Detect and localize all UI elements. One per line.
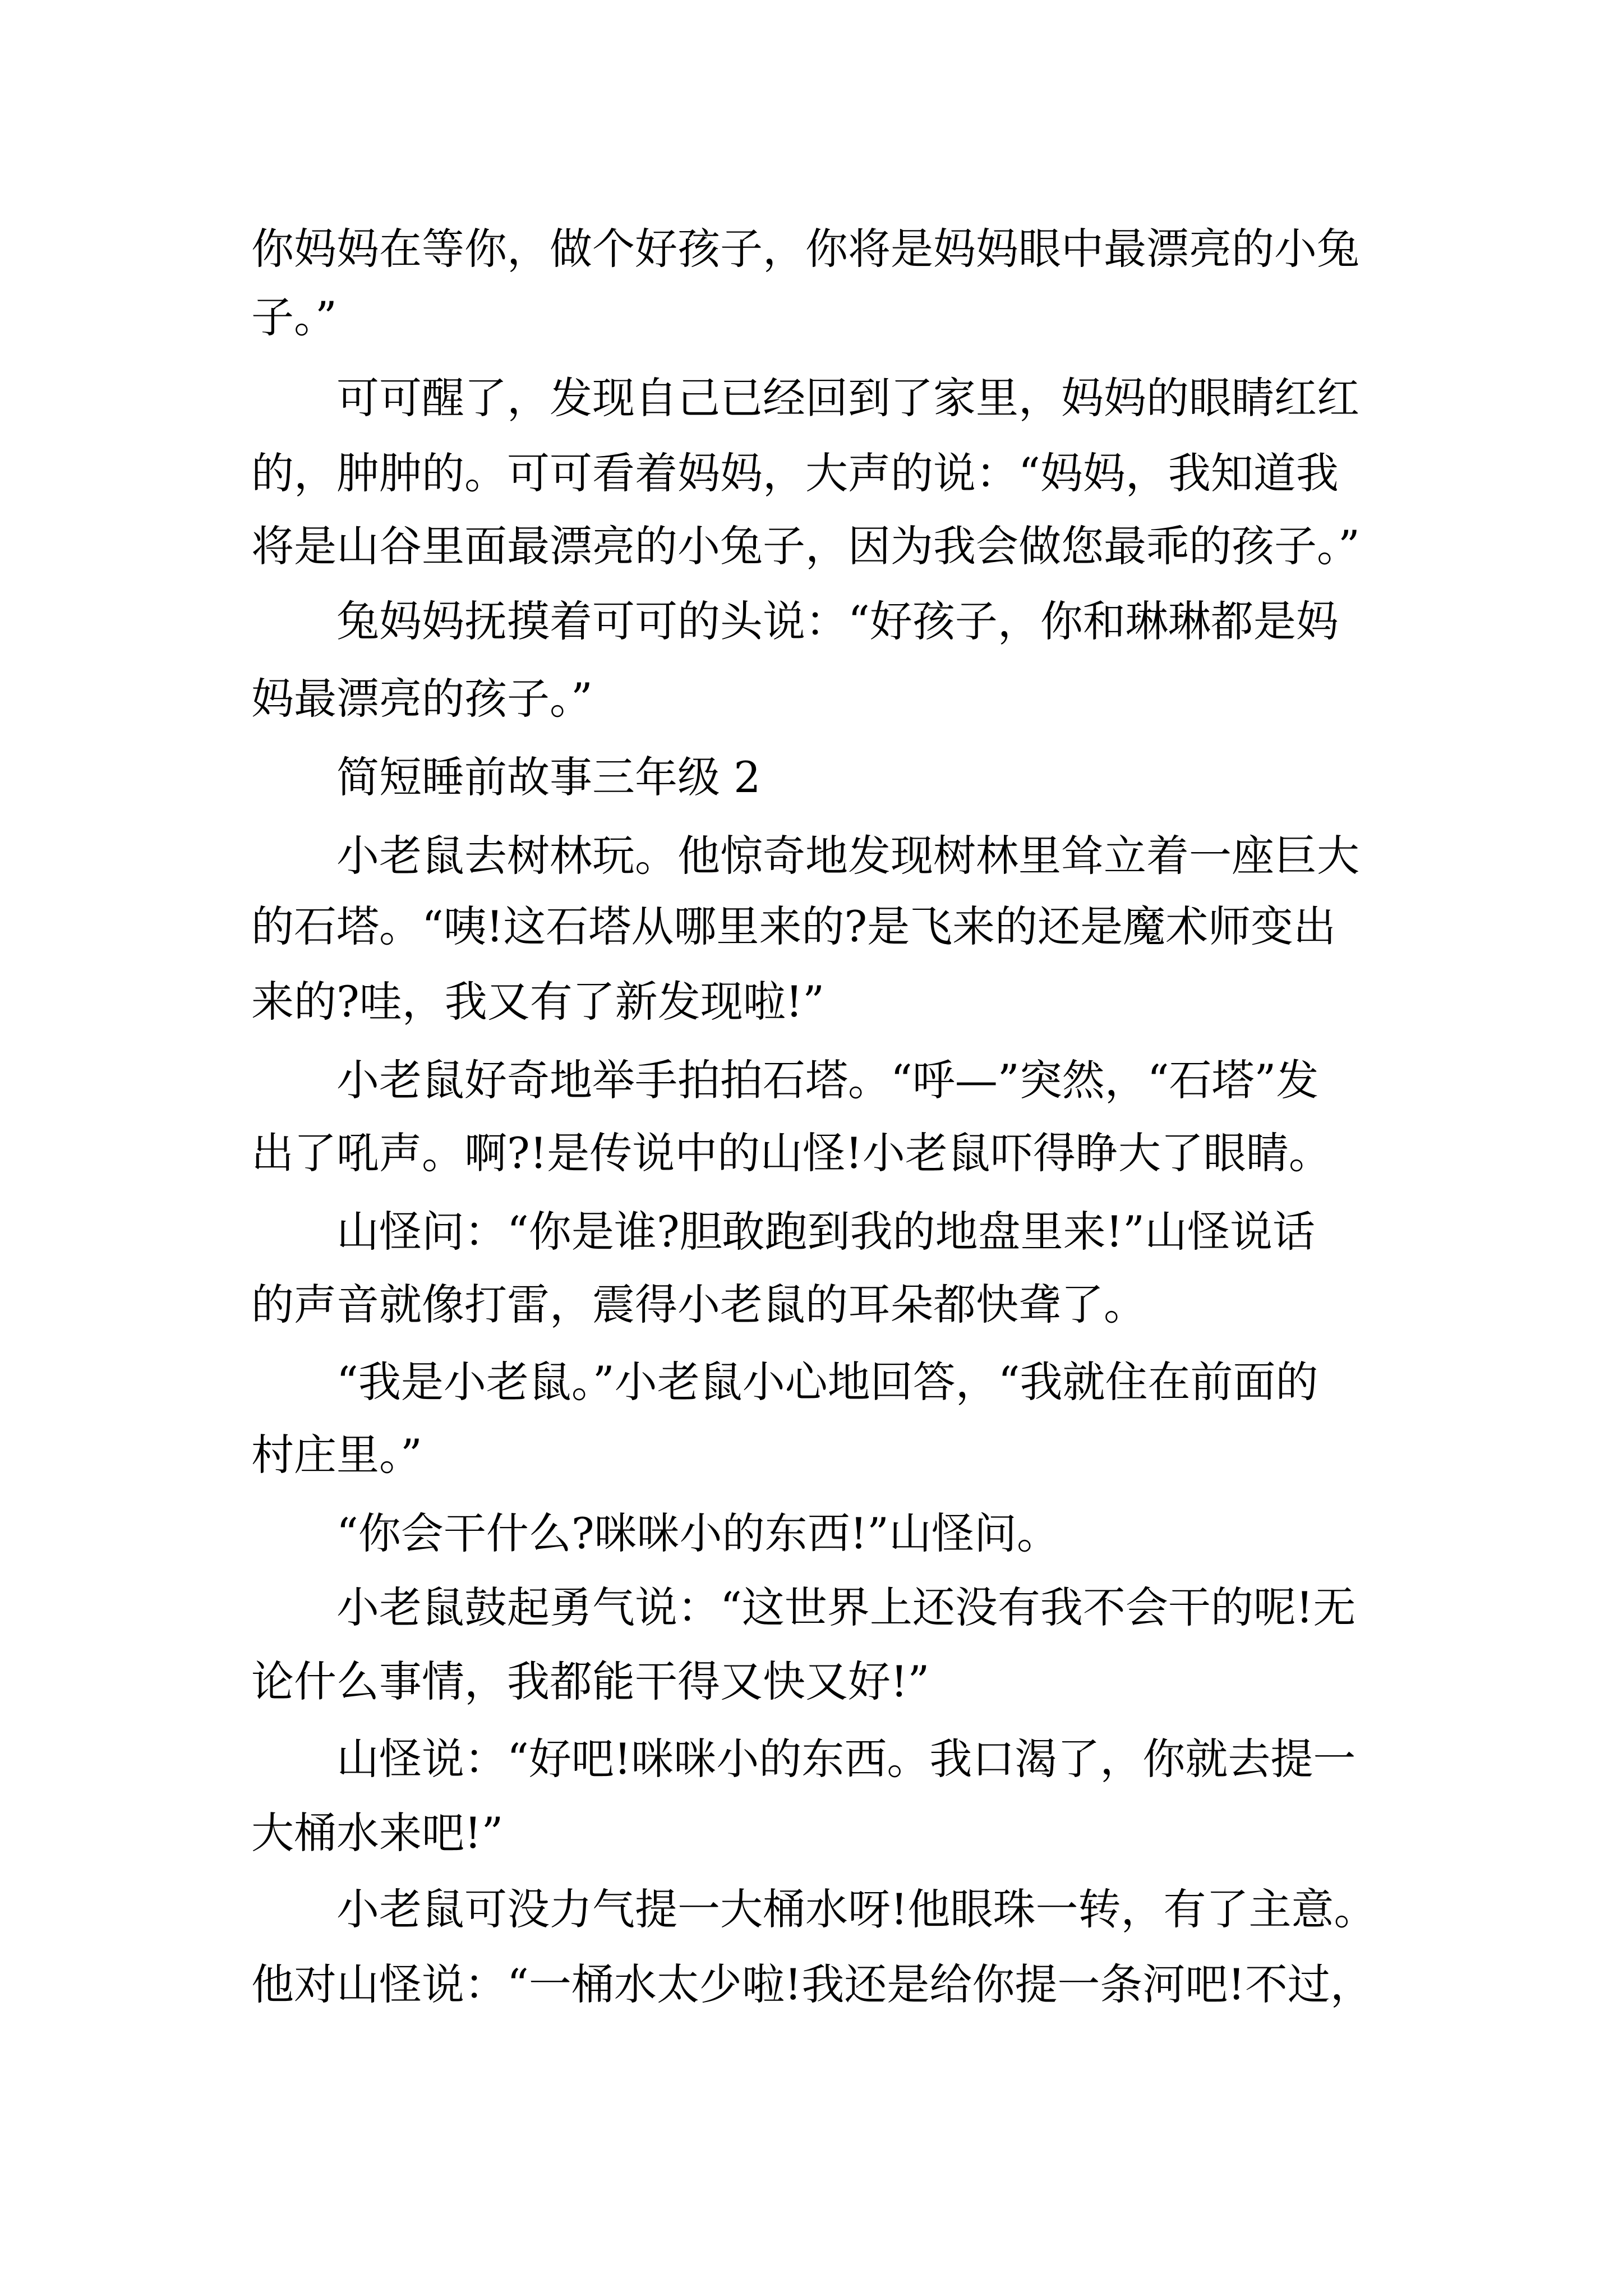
text-line: 兔妈妈抚摸着可可的头说：“好孩子，你和琳琳都是妈	[336, 596, 1339, 646]
text-line: 小老鼠鼓起勇气说：“这世界上还没有我不会干的呢!无	[336, 1582, 1356, 1632]
text-line: 将是山谷里面最漂亮的小兔子，因为我会做您最乖的孩子。”	[251, 521, 1360, 571]
text-line: “我是小老鼠。”小老鼠小心地回答，“我就住在前面的	[336, 1357, 1318, 1407]
text-line: 小老鼠可没力气提一大桶水呀!他眼珠一转，有了主意。	[336, 1884, 1377, 1934]
text-line: 的，肿肿的。可可看着妈妈，大声的说：“妈妈，我知道我	[251, 448, 1339, 498]
text-line: 山怪问：“你是谁?胆敢跑到我的地盘里来!”山怪说话	[336, 1207, 1315, 1257]
section-heading: 简短睡前故事三年级 2	[336, 752, 761, 802]
text-line: 山怪说：“好吧!咪咪小的东西。我口渴了，你就去提一	[336, 1734, 1356, 1784]
text-line: 大桶水来吧!”	[251, 1808, 504, 1858]
text-line: 他对山怪说：“一桶水太少啦!我还是给你提一条河吧!不过，	[251, 1959, 1373, 2009]
text-line: 出了吼声。啊?!是传说中的山怪!小老鼠吓得睁大了眼睛。	[251, 1128, 1331, 1178]
text-line: 可可醒了，发现自己已经回到了家里，妈妈的眼睛红红	[336, 373, 1359, 423]
text-line: 的石塔。“咦!这石塔从哪里来的?是飞来的还是魔术师变出	[251, 901, 1336, 951]
text-line: 来的?哇，我又有了新发现啦!”	[251, 977, 825, 1027]
text-line: 你妈妈在等你，做个好孩子，你将是妈妈眼中最漂亮的小兔	[251, 224, 1359, 274]
text-line: 村庄里。”	[251, 1430, 422, 1480]
text-line: 论什么事情，我都能干得又快又好!”	[251, 1657, 930, 1706]
text-line: 小老鼠好奇地举手拍拍石塔。“呼—”突然，“石塔”发	[336, 1055, 1319, 1105]
text-line: 的声音就像打雷，震得小老鼠的耳朵都快聋了。	[251, 1280, 1146, 1329]
text-line: “你会干什么?咪咪小的东西!”山怪问。	[336, 1508, 1059, 1558]
text-line: 小老鼠去树林玩。他惊奇地发现树林里耸立着一座巨大	[336, 831, 1359, 881]
text-line: 妈最漂亮的孩子。”	[251, 674, 593, 724]
text-line: 子。”	[251, 292, 337, 342]
